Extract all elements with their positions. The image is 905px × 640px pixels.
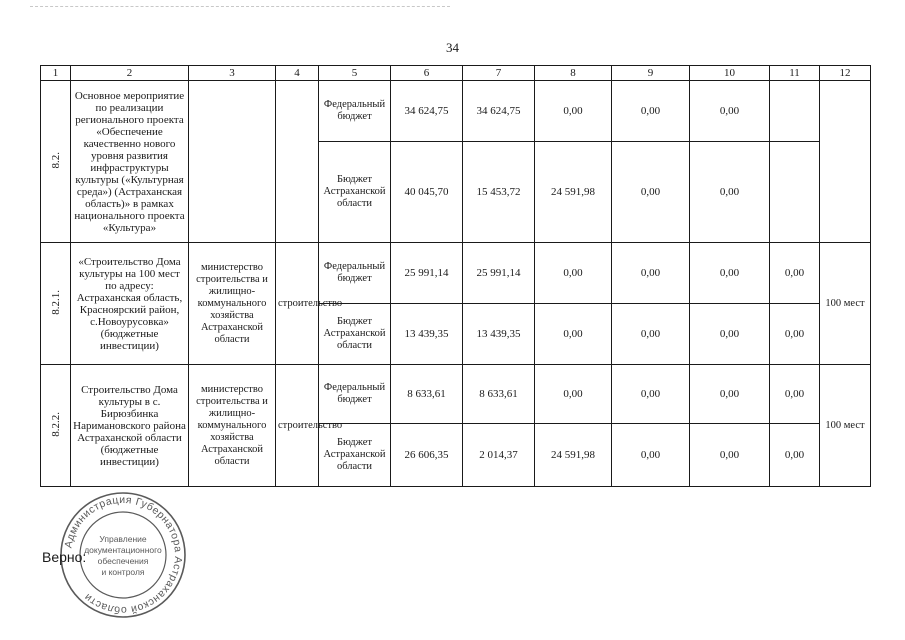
value-cell: 13 439,35 bbox=[391, 304, 463, 365]
value-cell bbox=[770, 81, 820, 142]
value-cell: 8 633,61 bbox=[391, 365, 463, 424]
row-description: Строительство Дома культуры в с. Бирюзбинка Наримановского района Астраханской области (бюджетные инвестиции) bbox=[71, 365, 189, 487]
value-cell: 26 606,35 bbox=[391, 424, 463, 487]
col-header: 12 bbox=[820, 66, 871, 81]
stamp-inner-text-3: обеспечения bbox=[97, 556, 149, 566]
value-cell: 0,00 bbox=[770, 243, 820, 304]
row-description: Основное мероприятие по реализации регионального проекта «Обеспечение качественно нового уровня развития инфраструктуры культуры («Культурная среда») (Астраханская область)» в рамках национального проекта «Культура» bbox=[71, 81, 189, 243]
row-direction bbox=[276, 81, 319, 243]
stamp-inner-text-1: Управление bbox=[99, 534, 147, 544]
col-header: 4 bbox=[276, 66, 319, 81]
value-cell: 8 633,61 bbox=[463, 365, 535, 424]
row-executor bbox=[189, 81, 276, 243]
row-executor: министерство строительства и жилищно-коммунального хозяйства Астраханской области bbox=[189, 243, 276, 365]
value-cell: 0,00 bbox=[690, 142, 770, 243]
row-code: 8.2.1. bbox=[49, 289, 62, 315]
value-cell: 0,00 bbox=[612, 365, 690, 424]
row-code-cell bbox=[41, 365, 71, 487]
row-code-cell bbox=[41, 81, 71, 243]
row-code: 8.2. bbox=[49, 151, 62, 169]
table-row bbox=[41, 243, 871, 304]
col-header: 5 bbox=[319, 66, 391, 81]
value-cell: 0,00 bbox=[690, 424, 770, 487]
value-cell: 0,00 bbox=[612, 142, 690, 243]
funding-source: Федеральный бюджет bbox=[319, 243, 391, 304]
value-cell: 0,00 bbox=[535, 304, 612, 365]
value-cell: 34 624,75 bbox=[391, 81, 463, 142]
value-cell: 34 624,75 bbox=[463, 81, 535, 142]
value-cell: 0,00 bbox=[690, 365, 770, 424]
value-cell: 15 453,72 bbox=[463, 142, 535, 243]
row-result bbox=[820, 81, 871, 243]
funding-source: Бюджет Астраханской области bbox=[319, 304, 391, 365]
funding-source: Бюджет Астраханской области bbox=[319, 424, 391, 487]
value-cell: 24 591,98 bbox=[535, 142, 612, 243]
page-number: 34 bbox=[446, 40, 459, 55]
value-cell: 25 991,14 bbox=[391, 243, 463, 304]
stamp-inner-ring bbox=[80, 512, 166, 598]
value-cell bbox=[770, 142, 820, 243]
funding-source: Бюджет Астраханской области bbox=[319, 142, 391, 243]
value-cell: 0,00 bbox=[612, 304, 690, 365]
row-direction: строительство bbox=[276, 365, 319, 487]
row-result: 100 мест bbox=[820, 243, 871, 365]
value-cell: 0,00 bbox=[535, 81, 612, 142]
header-row bbox=[41, 66, 871, 81]
budget-table bbox=[40, 65, 871, 487]
value-cell: 0,00 bbox=[612, 81, 690, 142]
value-cell: 13 439,35 bbox=[463, 304, 535, 365]
row-description: «Строительство Дома культуры на 100 мест по адресу: Астраханская область, Красноярский район, с.Новоурусовка» (бюджетные инвестиции) bbox=[71, 243, 189, 365]
row-executor: министерство строительства и жилищно-коммунального хозяйства Астраханской области bbox=[189, 365, 276, 487]
value-cell: 0,00 bbox=[612, 424, 690, 487]
col-header: 2 bbox=[71, 66, 189, 81]
value-cell: 0,00 bbox=[770, 424, 820, 487]
verno-label: Верно: bbox=[42, 549, 87, 565]
value-cell: 40 045,70 bbox=[391, 142, 463, 243]
value-cell: 0,00 bbox=[770, 304, 820, 365]
value-cell: 24 591,98 bbox=[535, 424, 612, 487]
value-cell: 0,00 bbox=[690, 243, 770, 304]
value-cell: 25 991,14 bbox=[463, 243, 535, 304]
row-code-cell bbox=[41, 243, 71, 365]
col-header: 3 bbox=[189, 66, 276, 81]
table-row bbox=[41, 365, 871, 424]
table-row bbox=[41, 81, 871, 142]
col-header: 6 bbox=[391, 66, 463, 81]
funding-source: Федеральный бюджет bbox=[319, 81, 391, 142]
scan-edge-line bbox=[30, 6, 450, 7]
value-cell: 0,00 bbox=[690, 304, 770, 365]
stamp-inner-text-2: документационного bbox=[84, 545, 162, 555]
value-cell: 0,00 bbox=[690, 81, 770, 142]
col-header: 11 bbox=[770, 66, 820, 81]
col-header: 9 bbox=[612, 66, 690, 81]
value-cell: 0,00 bbox=[770, 365, 820, 424]
col-header: 8 bbox=[535, 66, 612, 81]
value-cell: 0,00 bbox=[535, 365, 612, 424]
col-header: 1 bbox=[41, 66, 71, 81]
col-header: 7 bbox=[463, 66, 535, 81]
stamp-inner-text-4: и контроля bbox=[101, 567, 145, 577]
value-cell: 0,00 bbox=[612, 243, 690, 304]
row-code: 8.2.2. bbox=[49, 411, 62, 437]
value-cell: 0,00 bbox=[535, 243, 612, 304]
stamp-outer-text: Администрация Губернатора Астраханской области bbox=[62, 493, 185, 617]
value-cell: 2 014,37 bbox=[463, 424, 535, 487]
row-direction: строительство bbox=[276, 243, 319, 365]
row-result: 100 мест bbox=[820, 365, 871, 487]
funding-source: Федеральный бюджет bbox=[319, 365, 391, 424]
col-header: 10 bbox=[690, 66, 770, 81]
